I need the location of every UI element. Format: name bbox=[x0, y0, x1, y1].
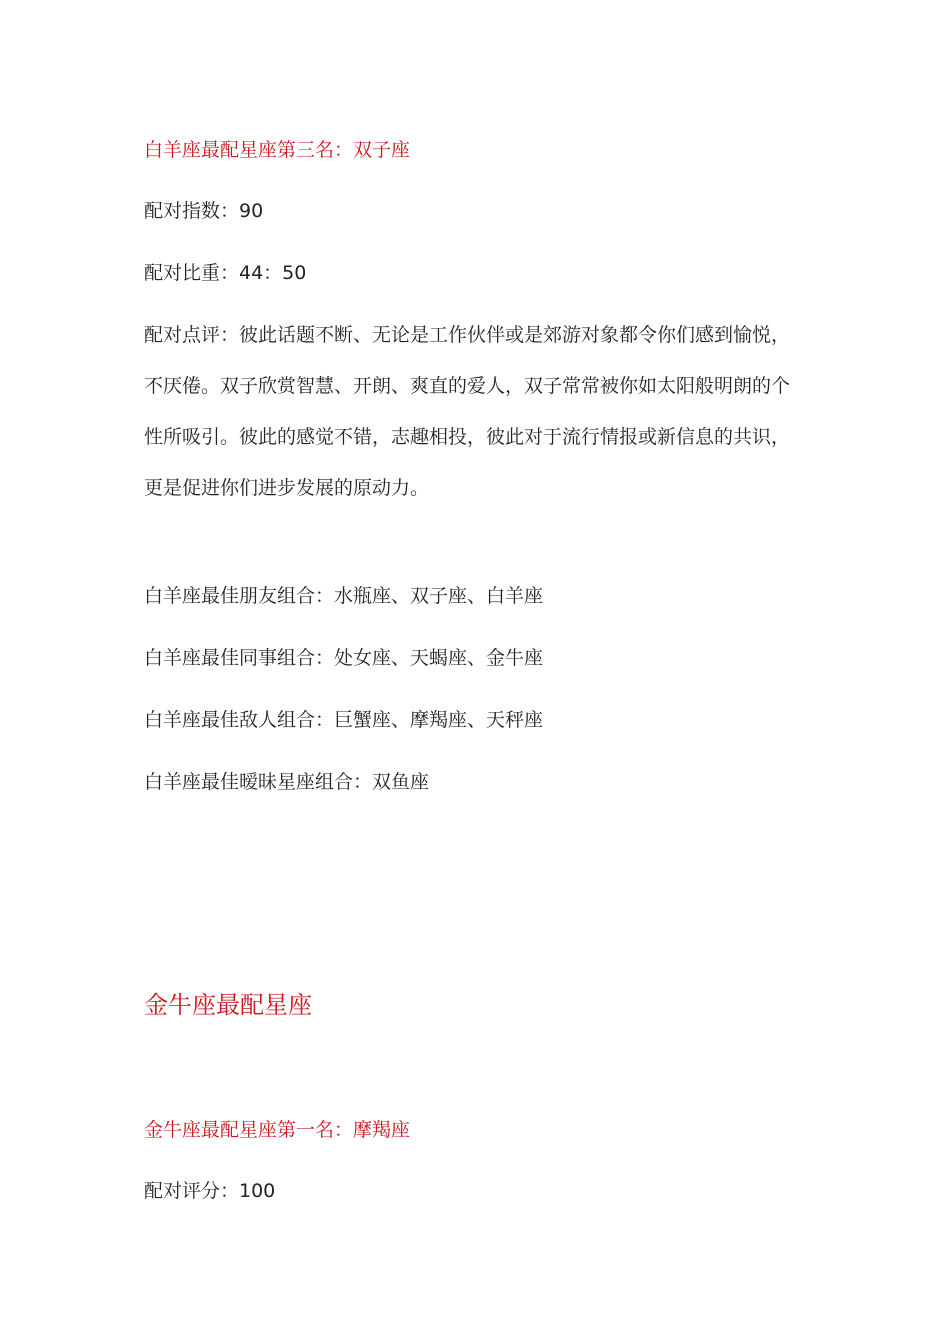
review-line: 更是促进你们进步发展的原动力。 bbox=[144, 477, 430, 499]
match-score: 配对评分：100 bbox=[144, 1180, 276, 1202]
best-friend-combo: 白羊座最佳朋友组合：水瓶座、双子座、白羊座 bbox=[144, 585, 544, 607]
match-ratio: 配对比重：44：50 bbox=[144, 262, 307, 284]
best-ambiguous-combo: 白羊座最佳暧昧星座组合：双鱼座 bbox=[144, 771, 430, 793]
best-enemy-combo: 白羊座最佳敌人组合：巨蟹座、摩羯座、天秤座 bbox=[144, 709, 544, 731]
review-line: 不厌倦。双子欣赏智慧、开朗、爽直的爱人，双子常常被你如太阳般明朗的个 bbox=[144, 375, 791, 397]
match-subheading-gemini: 白羊座最配星座第三名：双子座 bbox=[144, 139, 411, 161]
review-line: 性所吸引。彼此的感觉不错，志趣相投，彼此对于流行情报或新信息的共识， bbox=[144, 426, 791, 448]
match-subheading-capricorn: 金牛座最配星座第一名：摩羯座 bbox=[144, 1119, 411, 1141]
match-index: 配对指数：90 bbox=[144, 200, 264, 222]
match-review bbox=[144, 322, 814, 526]
review-line: 配对点评：彼此话题不断、无论是工作伙伴或是郊游对象都令你们感到愉悦， bbox=[144, 324, 791, 346]
best-colleague-combo: 白羊座最佳同事组合：处女座、天蝎座、金牛座 bbox=[144, 647, 544, 669]
section-heading-taurus: 金牛座最配星座 bbox=[144, 991, 312, 1019]
